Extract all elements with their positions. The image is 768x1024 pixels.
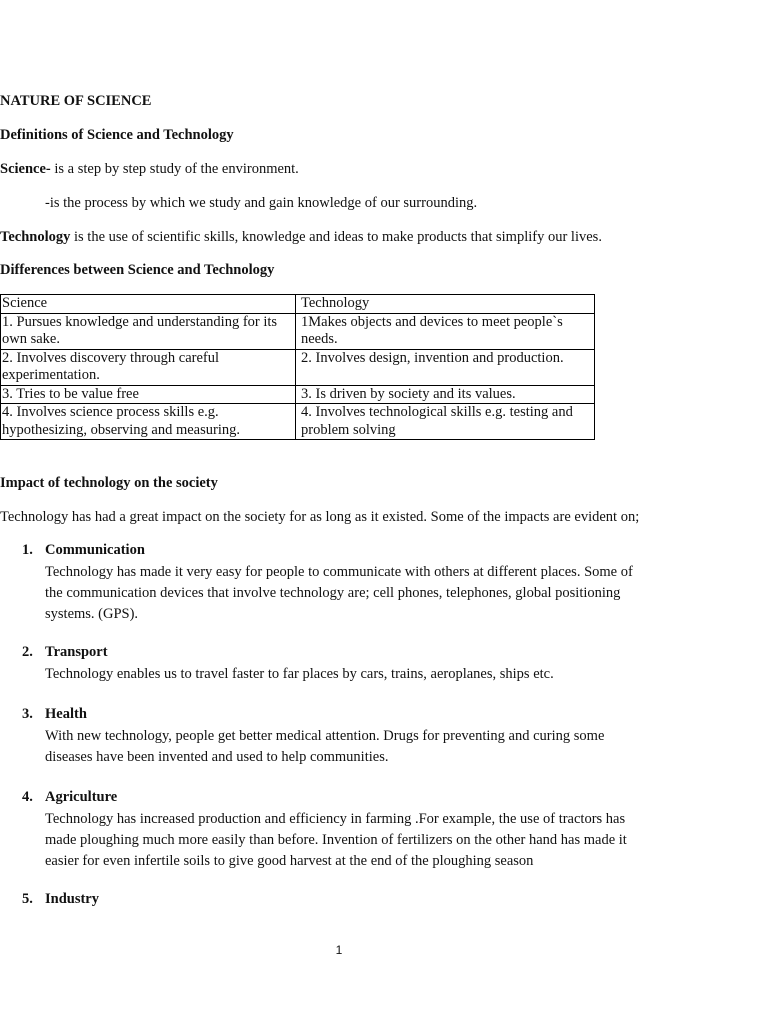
- list-number: 4.: [22, 789, 33, 805]
- body-line: systems. (GPS).: [45, 606, 139, 622]
- differences-table: [0, 294, 595, 440]
- technology-definition: [0, 229, 602, 246]
- list-item-body: [45, 562, 665, 625]
- impact-heading: Impact of technology on the society: [0, 475, 218, 491]
- table-header-row: [1, 295, 595, 314]
- list-item-body: [45, 664, 665, 685]
- technology-definition-text: is the use of scientific skills, knowledge and ideas to make products that simplify our lives.: [70, 229, 602, 245]
- definitions-heading: Definitions of Science and Technology: [0, 127, 234, 143]
- table-row: [1, 385, 595, 404]
- table-cell: 3. Is driven by society and its values.: [296, 385, 595, 404]
- page-number: 1: [335, 943, 343, 957]
- list-item-title: Transport: [45, 644, 108, 660]
- body-line: With new technology, people get better medical attention. Drugs for preventing and curing some: [45, 728, 605, 744]
- list-number: 5.: [22, 891, 33, 907]
- science-term: Science-: [0, 161, 51, 177]
- list-item-title: Communication: [45, 542, 145, 558]
- body-line: Technology has made it very easy for people to communicate with others at different places. Some of: [45, 564, 633, 580]
- science-definition-2: -is the process by which we study and gain knowledge of our surrounding.: [45, 195, 478, 211]
- list-item-body: [45, 809, 665, 872]
- list-item-body: [45, 726, 665, 768]
- impact-intro: Technology has had a great impact on the society for as long as it existed. Some of the impacts are evident on;: [0, 509, 640, 525]
- body-line: the communication devices that involve technology are; cell phones, telephones, global positioning: [45, 585, 621, 601]
- table-cell: 1Makes objects and devices to meet people`s needs.: [296, 313, 595, 349]
- body-line: made ploughing much more easily than before. Invention of fertilizers on the other hand has made it: [45, 832, 627, 848]
- technology-term: Technology: [0, 229, 71, 245]
- table-cell: 2. Involves discovery through careful experimentation.: [1, 349, 296, 385]
- list-item-title: Industry: [45, 891, 99, 907]
- list-number: 2.: [22, 644, 33, 660]
- body-line: Technology has increased production and efficiency in farming .For example, the use of tractors has: [45, 811, 626, 827]
- table-cell: 3. Tries to be value free: [1, 385, 296, 404]
- table-cell: 4. Involves technological skills e.g. testing and problem solving: [296, 404, 595, 440]
- body-line: diseases have been invented and used to help communities.: [45, 749, 389, 765]
- list-item-title: Agriculture: [45, 789, 118, 805]
- differences-heading: Differences between Science and Technology: [0, 262, 275, 278]
- table-header-cell: Science: [1, 295, 296, 314]
- body-line: Technology enables us to travel faster to far places by cars, trains, aeroplanes, ships etc.: [45, 666, 554, 682]
- science-definition: [0, 161, 299, 178]
- table-cell: 2. Involves design, invention and production.: [296, 349, 595, 385]
- list-item-title: Health: [45, 706, 87, 722]
- table-cell: 4. Involves science process skills e.g. hypothesizing, observing and measuring.: [1, 404, 296, 440]
- list-number: 1.: [22, 542, 33, 558]
- list-number: 3.: [22, 706, 33, 722]
- table-row: [1, 313, 595, 349]
- table-row: [1, 404, 595, 440]
- table-header-cell: Technology: [296, 295, 595, 314]
- body-line: easier for even infertile soils to give good harvest at the end of the ploughing season: [45, 853, 534, 869]
- table-cell: 1. Pursues knowledge and understanding for its own sake.: [1, 313, 296, 349]
- table-row: [1, 349, 595, 385]
- science-definition-text: is a step by step study of the environment.: [50, 161, 299, 177]
- page-title: NATURE OF SCIENCE: [0, 93, 152, 109]
